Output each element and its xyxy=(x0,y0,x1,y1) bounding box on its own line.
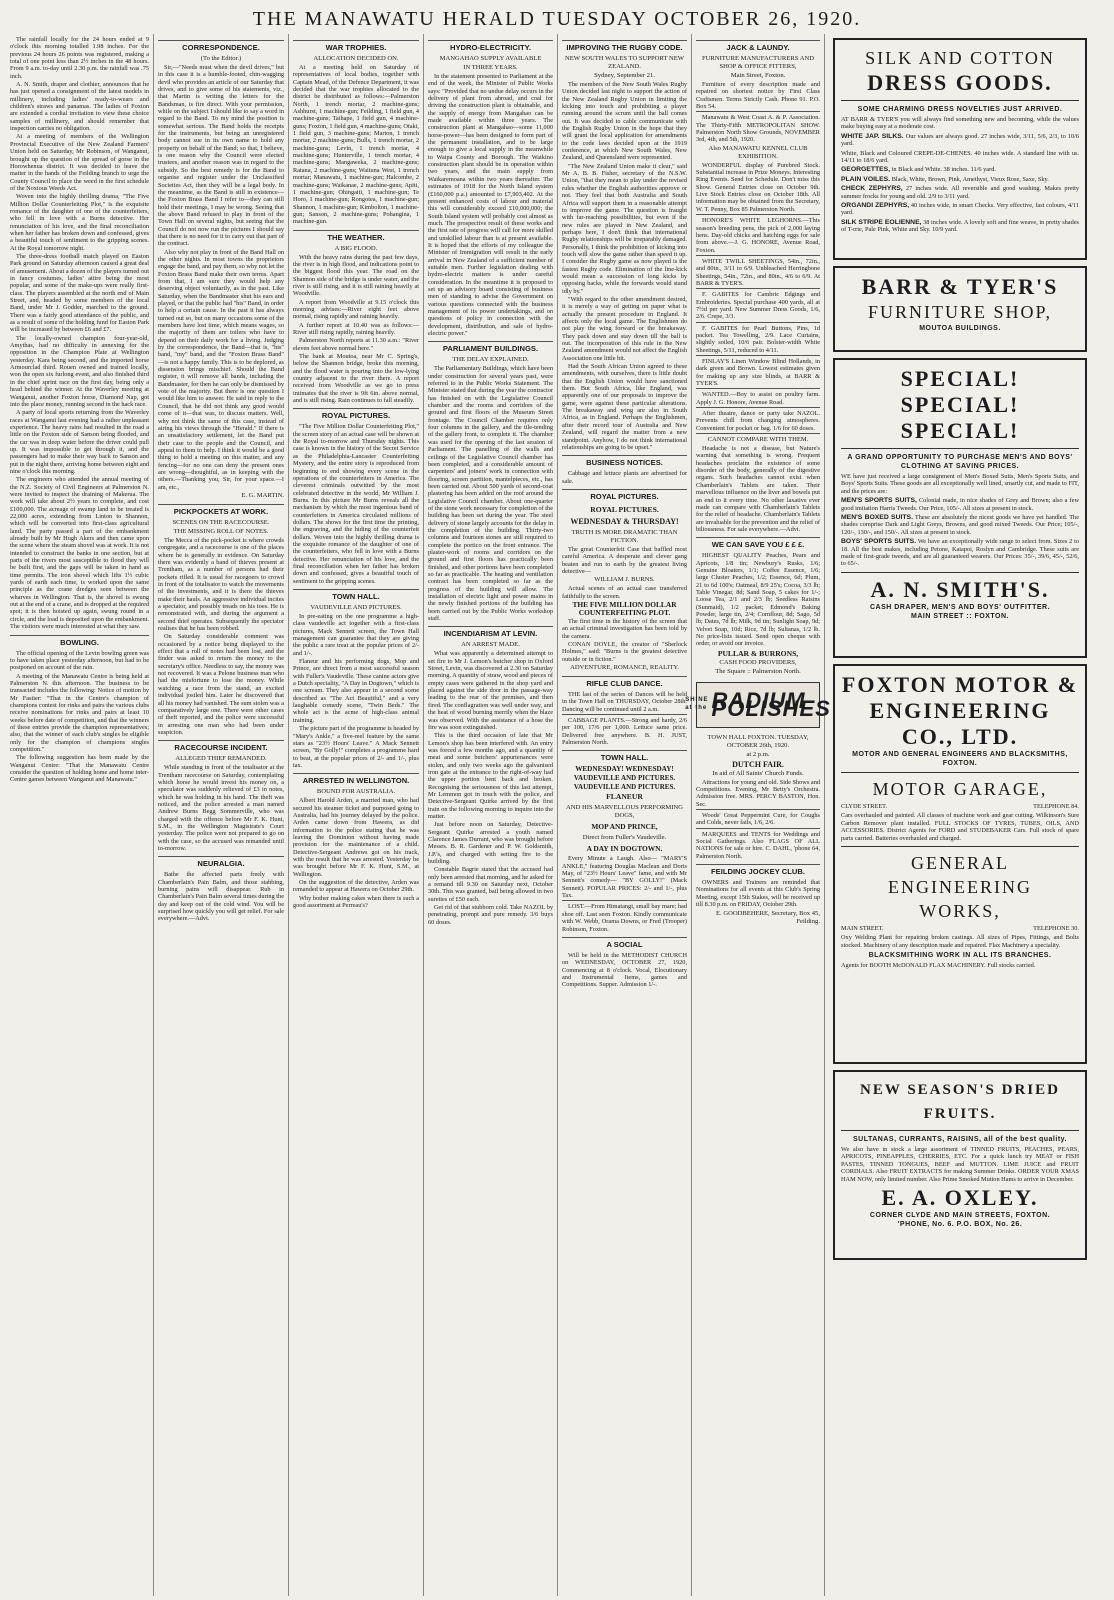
parliament-heading: PARLIAMENT BUILDINGS. xyxy=(428,341,553,354)
dutch-fair-heading: DUTCH FAIR. xyxy=(732,759,784,769)
paragraph: The first time in the history of the screen that an actual criminal investigation has been told by the camera. xyxy=(562,617,687,640)
rugby-heading: IMPROVING THE RUGBY CODE. xyxy=(562,40,687,53)
column-4 xyxy=(424,34,558,1596)
radium-wordmark: RADIUM POLISHES xyxy=(711,688,831,721)
paragraph: The great Counterfeit Case that baffled most careful America. A desperate and clever gang beaten and run to earth by the greatest living detective— xyxy=(562,545,687,575)
paragraph: FINLAY'S Linen Window Blind Hollands, in dark green and Brown. Lowest estimates given for making up any size blinds, at BARR & TYER'S. xyxy=(696,355,820,387)
pullar-sub: CASH FOOD PROVIDERS, xyxy=(719,658,797,666)
jack-laundy-heading: JACK & LAUNDY. xyxy=(696,40,820,53)
column-5 xyxy=(558,34,692,1596)
paragraph: HIGHEST QUALITY Peaches, Pears and Apricots, 1/8 tin; Newbury's Rusks, 1/6; Genuine Bloaters, 1/1; Coffee Essence, 1/6; large Cluster Peaches, 1/2; Essence, 6d; Plum, 21 to 6d 100's; Oatmeal, 8/9 25's; Cocoa, 3/3 lb; Table Vinegar, 8d; Sand Soap, 5 cakes for 1/-; Loose Tea, 2/1 and 2/3 lb; Seedless Raisins (Sunmaid), 1/2 packet; Edmond's Baking Powder, large tin, 2/4; Cornflour, 8d; Sago, 5d lb; Dates, 7d lb; Milk, 9d tin; Sunlight Soap, 9d; Velvet Soap, 10d; Rice, 7d lb; Sultanas, 1/2 lb. No price-lists issued. Send open cheque with order, or avoid our invoice. xyxy=(696,552,820,648)
divider xyxy=(841,572,1079,573)
paragraph: "With regard to the other amendment desired, it is merely a way of getting on paper what is actually the present procedure in England. It affects only the local game. The Englishmen do not play the wing forward or the breakaway. They pack down and stay down till the ball is out. The incorporation of this rule in the New Zealand amendment would not affect the English Association one little bit. xyxy=(562,295,687,362)
paragraph: Furniture of every description made and repaired on shortest notice by First Class Craftsmen. Terms Strictly Cash. Phone 91. P.O. Box 54. xyxy=(696,81,820,111)
ad-title: WORKS, xyxy=(919,901,1001,922)
item-text: These are absolutely the nicest goods we have yet handled. The shades comprise Dark and Light Greys, Browns, and good mixed Tweeds. Our Price; 105/-, 120/-, 130/-, and 150/-. All sizes at present in stock. xyxy=(841,514,1079,536)
subheading: MANGAHAO SUPPLY AVAILABLE xyxy=(439,55,542,62)
ad-title: NEW SEASON'S DRIED FRUITS. xyxy=(860,1082,1060,1122)
paragraph: The Parliamentary Buildings, which have been under construction for several years past, were referred to in the Public Works Statement. The Minister stated that during the year the contractor has finished on with the Legislative Council chamber and the rooms and corridors of the ground and first floors of the Museum Street frontage. The Council Chamber requires only four columns in the gallery, and the tile-tending of the gallery front, to complete it. The chamber was used for the opening of the last session of Parliament. The panelling of the walls and ceilings of the Legislative Council chamber has been completed, and a considerable amount of carpenters' and joiners' work in connection with flooring, screen partition, mantelpieces, etc., has been carried out. About 500 yards of second-coat plastering has been added on the roof around the Legislative Council chamber. About one-quarter of the stone work necessary for completion of the building has been set during the year. The steel delivery of stone largely accounts for the delay in the completion of the building. Thirty-two columns and fourteen stones are still required to complete the portico on the front entrance. The plaster-work of rooms and corridors on the ground and first floors has practically been finished, and other portions have been completed so far as practicable. The heating and ventilation contract has been completed so far as the progress of the building will allow. The installation of electric light and power mains in the newly finished portions of the building has been carried out by the Public Works workshop staff. xyxy=(428,365,553,623)
fair-time: at 2 p.m. xyxy=(746,750,770,758)
subheading: AN ARREST MADE. xyxy=(461,641,520,649)
paragraph: Headache is not a disease, but Nature's warning that something is wrong. Frequent headaches proclaim the existence of some disorder of the body, generally of the digestive organs. Such headaches cannot exist when Chamberlain's Tablets are taken. Their marvellous influence on the liver and bowels put an end to it every time. No other laxative ever made can compare with Chamberlain's Tablets for the relief of headache. Chamberlain's Tablets are invaluable for the prevention and the relief of biliousness. For sale everywhere.—Advt. xyxy=(696,445,820,533)
item-text: We have an exceptionally wide range to select from. Sizes 2 to 18. All the best makes, including Petone, Kaiapoi, Roslyn and Cambridge. These suits are made of first-grade tweeds, and are all guaranteed wearers. Our Prices: 35/-, 39/6, 45/-, 52/6, to 65/-. xyxy=(841,538,1079,568)
subheading: ALLOCATION DECIDED ON. xyxy=(313,55,399,62)
bowling-heading: BOWLING. xyxy=(10,635,149,648)
pickpockets-heading: PICKPOCKETS AT WORK. xyxy=(158,504,284,517)
item-text: 40 inches wide, in smart Checks. Very effective, fast colours, 4/11 yard. xyxy=(841,202,1079,217)
paragraph: At a meeting of members of the Wellington Provincial Executive of the New Zealand Farmers' Union held on Saturday, Mr Robinson, of Wanganui, brought up the question of the spread of gorse in the Horowhenua district. It was decided to leave the matter in the hands of the Feilding branch to urge the County Council to place the weed in the first schedule of the Noxious Weeds Act. xyxy=(10,133,149,192)
ad-item xyxy=(841,150,1079,165)
ad-caption: SULTANAS, CURRANTS, RAISINS, all of the best quality. xyxy=(853,1136,1067,1143)
telephone: TELEPHONE 30. xyxy=(1033,925,1079,933)
paragraph: Manawatu & West Coast A. & P. Association. The Thirty-Fifth METROPOLITAN SHOW. Palmerston North Show Grounds, NOVEMBER 3rd, 4th, and 5th, 1920. xyxy=(696,111,820,143)
subheading: THE MISSING ROLL OF NOTES. xyxy=(173,527,269,535)
jockey-club-heading: FEILDING JOCKEY CLUB. xyxy=(696,864,820,877)
royal-feature-1: THE FIVE MILLION DOLLAR xyxy=(572,599,677,609)
ad-title: GENERAL ENGINEERING xyxy=(888,853,1032,898)
paragraph: At a meeting held on Saturday of representatives of local bodies, together with Captain Mead, of the Defence Department, it was decided that the war trophies allocated to the district be distributed as follows:—Palmerston North, 1 trench mortar, 2 machine-guns; Ashhurst, 1 machine-gun; Feilding, 1 field gun, 4 machine-guns; Taihape, 1 field gun, 4 machine-guns; Foxton, 1 field gun, 4 machine-guns; Otaki, 1 field gun, 3 machine-guns; Marton, 1 trench mortar, 2 machine-guns; Bulls, 1 trench mortar, 2 machine-guns; Levin, 1 trench mortar, 4 machine-guns; Hunterville, 1 trench mortar, 4 machine-guns; Mangaweka, 2 machine-guns; Ratana, 2 machine-guns; Waituna West, 1 trench mortar; Manawatu, 1 machine-gun; Halcombe, 2 machine-guns; Waikanae, 2 machine-guns; Apiti, 1 machine-gun; Ohingaiti, 1 machine-gun; Te Horo, 1 machine-gun; Rongotea, 1 machine-gun; Shannon, 1 machine-gun; Kimbolton, 1 machine-gun; Sanson, 2 machine-guns; Pohangina, 1 machine-gun. xyxy=(293,64,419,226)
ad-caption: MOUTOA BUILDINGS. xyxy=(919,325,1001,332)
rifle-heading: RIFLE CLUB DANCE. xyxy=(562,676,687,689)
subheading: BOUND FOR AUSTRALIA. xyxy=(316,788,396,796)
paragraph: What was apparently a determined attempt to set fire to Mr J. Lemon's butcher shop in Oxford Street, Levin, was discovered at 2.30 on Saturday morning. A quantity of straw, wood and pieces of empty cases were gathered in the shop yard and placed against the side door in the passage-way leading to the rear of the premises, and then fired. The conflagration was well under way, and the heat of wood burning merrily when the blaze was observed. With the assistance of a hose the fire was soon extinguished. xyxy=(428,650,553,731)
ad-caption: MAIN STREET :: FOXTON. xyxy=(911,612,1009,620)
item-text: White, Black and Coloured CREPE-DE-CHENES. 40 inches wide. A standard line with us. 14/11 to 18/6 yard. xyxy=(841,149,1079,165)
divider xyxy=(841,100,1079,101)
barr-tyers-furniture-ad xyxy=(833,266,1087,352)
ad-title: DRESS GOODS. xyxy=(867,70,1053,95)
fair-head: TOWN HALL FOXTON. TUESDAY, OCTOBER 26th, 1920. xyxy=(707,733,809,749)
town-dogs: AND HIS MARVELLOUS PERFORMING DOGS, xyxy=(566,804,683,820)
ad-title: CO., LTD. xyxy=(901,724,1019,749)
subheading: VAUDEVILLE AND PICTURES. xyxy=(310,604,402,611)
correspondence-heading: CORRESPONDENCE. xyxy=(158,40,284,53)
ad-title: SPECIAL! xyxy=(900,366,1020,391)
paragraph: Woods' Great Peppermint Cure, for Coughs and Colds, never fails, 1/6, 2/6. xyxy=(696,809,820,827)
royal-name: WILLIAM J. BURNS. xyxy=(594,576,655,584)
ad-caption: CORNER CLYDE AND MAIN STREETS, FOXTON. xyxy=(869,1212,1051,1220)
paragraph: WANTED.—Boy to assist on poultry farm. Apply J. G. Honore, Avenue Road. xyxy=(696,388,820,406)
paragraph: Sir,—"Needs must when the devil drives," but in this case it is a humble-footed, chin-wagging devil who provides an article of our Saturday that drives, and to give some of his statements, viz., that Martin is writing the letters for the Bandsman, is fire direct. With your permission, while on the subject I should like to say a word in regard to the Band. To my mind the position is somewhat serious. The Band holds the receipts for the instruments, but being an unregistered body cannot sue in its own name to hold any property on behalf of the Band; so that, I believe, is one reason why the Council were elected trustees, and another reason was in regard to the subsidy. So the best remedy is for the Band to organise and register under the Unclassified Societies Act, then they will be a legal body. In the meantime, as the Band is still in existence—the Foxton Brass Band I refer to—they can still hold their meetings, I may be wrong. Seeing that the above Band refused to play in front of the Town Hall on several nights, but seeing that the Council do not now run the pictures I should say that there is no need for it to carry out that part of the contract. xyxy=(158,64,284,248)
item-name: WHITE JAP. SILKS. xyxy=(841,132,904,140)
dateline: Sydney, September 21. xyxy=(594,72,655,79)
ad-title: BARR & TYER'S xyxy=(861,274,1059,299)
paragraph: With the heavy rains during the past few days, the river is in high flood, and indications point to the biggest flood this year. The road on the Shannon side of the bridge is under water, and the river is still rising, and it is still raining heavily at Woodville. xyxy=(293,253,420,298)
paragraph: A further report at 10.40 was as follows:—River still rising rapidly, raining heavily. xyxy=(293,321,419,336)
ad-item xyxy=(841,166,1079,173)
ad-caption: BLACKSMITHING WORK IN ALL ITS BRANCHES. xyxy=(868,952,1052,960)
ad-intro: WE have just received a large consignment of Men's Boxed Suits, Men's Sports Suits, and Boys' Sports Suits. These goods are all exceptionally well lined, smartly cut, and made to FIT, and the prices are: xyxy=(841,473,1079,495)
ad-item xyxy=(841,219,1079,234)
special-clothing-ad xyxy=(833,358,1087,658)
subheading: NEW SOUTH WALES TO SUPPORT NEW ZEALAND. xyxy=(565,55,684,70)
divider xyxy=(841,448,1079,449)
foxton-motor-ad xyxy=(833,664,1087,1064)
paragraph: Just before noon on Saturday, Detective-Sergeant Quirke arrested a youth named Clarence James Durrant, who was brought before Messrs. B. R. Gardener and P. W. Goldsmith, J.P.'s, and charged with setting fire to the building. xyxy=(428,821,553,866)
ad-title: SILK AND COTTON xyxy=(865,48,1055,68)
columns xyxy=(6,34,1108,1596)
paragraph: Flaneur and his performing dogs, Mop and Prince, are direct from a most successful season with Fuller's Vaudeville. These canine actors give a Dutch speciality, "A Day in Dogtown," which is one scream. They also appear in a second scene described as "The Act Beautiful," and a very laughable comedy scene, "Twin Beds." The whole act is the acme of high-class animal training. xyxy=(293,658,419,724)
paragraph: A party of local sports returning from the Waverley races at Wanganui last evening had a rather unpleasant experience. The heavy rains had resulted in the road a little on the Foxton side of Sanson being flooded, and the car was in deep water before the driver could pull up. It was impossible to get through it, and the passengers had to make their way back to Sanson and put in the night there, arriving home between eight and nine o'clock this morning. xyxy=(10,409,149,475)
paragraph: Attractions for young and old. Side Shows and Competitions. Evening, Mr Betty's Orchestra. Admission free. MRS. PERCY BASTON, Hon. Sec. xyxy=(696,778,820,808)
ad-item xyxy=(841,202,1079,217)
business-heading: BUSINESS NOTICES. xyxy=(562,455,687,468)
item-text: Colonial made, in nice shades of Grey and Brown; also a few good imitation Harris Tweeds. Our Price, 105/-. All sizes at present in stock. xyxy=(841,497,1079,512)
subheading: ALLEGED THIEF REMANDED. xyxy=(175,755,267,763)
ad-body: We also have in stock a large assortment of TINNED FRUITS, PEACHES, PEARS, APRICOTS, PINEAPPLES, CHERRIES, ETC. For a quick lunch try MEAT or FISH PASTES, TINNED TONGUES, BEEF and MUTTON. LIME JUICE and FRUIT CORDIALS. Also FRUIT EXTRACTS for making Summer Drinks. ORDER YOUR XMAS HAM NOW, only limited number. Also Prime Smoked Mutton Hams to arrive in December. xyxy=(841,1146,1079,1183)
cannot-compare: CANNOT COMPARE WITH THEM. xyxy=(696,433,820,444)
save-heading: WE CAN SAVE YOU £ £ £. xyxy=(696,537,820,550)
radium-tag: SHINE at the xyxy=(685,697,709,711)
ad-body: Agents for BOOTH McDONALD FLAX MACHINERY. Full stocks carried. xyxy=(841,962,1036,970)
town-mop: MOP AND PRINCE, xyxy=(591,822,658,832)
dried-fruits-ad xyxy=(833,1070,1087,1260)
arrested-heading: ARRESTED IN WELLINGTON. xyxy=(293,773,419,786)
masthead-title: THE MANAWATU HERALD TUESDAY OCTOBER 26, 1920. xyxy=(252,8,862,30)
ad-row xyxy=(841,803,1079,810)
fair-sub: In aid of All Saints' Church Funds. xyxy=(712,769,804,777)
column-6 xyxy=(685,34,831,1596)
paragraph: After theatre, dance or party take NAZOL. Prevents chill from changing atmospheres. Convenient for pocket or bag. 1/6 for 60 doses. xyxy=(696,407,820,432)
town-direct: Direct from Fuller's Vaudeville. xyxy=(582,834,667,842)
paragraph: On Saturday considerable comment was occasioned by a notice being displayed to the effect that a roll of notes had been lost, and the finder was asked to return the money to the secretary's office. Needless to say, the money was not recovered. It was a Pelone business man who had the misfortune to lose the money. While watching a race from the stand, an excited individual jostled him. Later he discovered that all his money had vanished. The sum stolen was a comparatively large one. There were other cases of theft reported, and the police were successful in arresting one man who had been under suspicion. xyxy=(158,633,284,736)
subheading: THE DELAY EXPLAINED. xyxy=(452,356,529,364)
royal-pictures-heading: ROYAL PICTURES. xyxy=(293,408,419,421)
ad-item xyxy=(841,185,1079,200)
paragraph: The picture part of the programme is headed by "Mary's Ankle," a five-reel feature by the same stars as "23½ Hours' Leave." A Mack Sennett screen, "By Golly!" completes a programme hard to beat, at the popular prices of 2/- and 1/-, plus tax. xyxy=(293,725,419,769)
racecourse-heading: RACECOURSE INCIDENT. xyxy=(158,740,284,753)
ad-caption: SOME CHARMING DRESS NOVELTIES JUST ARRIVED. xyxy=(857,106,1063,113)
item-name: CHECK ZEPHYRS, xyxy=(841,185,903,193)
item-name: MEN'S BOXED SUITS. xyxy=(841,514,913,522)
item-name: PLAIN VOILES. xyxy=(841,175,891,183)
hydro-heading: HYDRO-ELECTRICITY. xyxy=(428,40,553,53)
item-text: in Black and White. 38 inches. 11/6 yard. xyxy=(891,166,996,174)
neuralgia-heading: NEURALGIA. xyxy=(158,856,284,869)
ad-title: MOTOR GARAGE, xyxy=(872,779,1048,799)
advertisement-column xyxy=(825,34,1095,1596)
paragraph: WONDERFUL display of Purebred Stock. Substantial increase in Prize Moneys. Interesting Ring Events. Send for Schedule. Don't miss this Show. General Entries close on October 9th. Live Stock Entries close on October 18th. All information may be obtained from the Secretary, W. T. Penny, Box 85 Palmerston North. xyxy=(696,161,820,213)
war-trophies-heading: WAR TROPHIES. xyxy=(293,40,419,53)
column-1 xyxy=(6,34,154,1596)
paragraph: CONAN DOYLE, the creator of "Sherlock Holmes," said: "Burns is the greatest detective outside or in fiction." xyxy=(562,640,687,663)
paragraph: A meeting of the Manawatu Centre is being held at Palmerston N. this afternoon. The business to be transacted includes the following: Notice of motion by Mr Fastier: "That in the Centre's champion of champions contest for rinks and pairs the various clubs receive nominations for rinks and pairs at least 10 weeks before date of competition, and that the winners of these entries provide the champion representatives; also, that the winner of each club's singles be eligible only for the champion of champions singles competition." xyxy=(10,672,149,753)
jockey-signature: E. GOODBEHERE, Secretary, Box 45, Feilding. xyxy=(716,909,820,925)
paragraph: OWNERS and Trainers are reminded that Nominations for all events at this Club's Spring Meeting, except 15th Stakes, will be received up till 8.30 p.m. on FRIDAY, October 29th. xyxy=(696,879,820,909)
paragraph: HONORE'S WHITE LEGHORNS.—This season's breeding pens, the pick of 2,000 laying hens. Day-old chicks and hatching eggs for sale from above.—J. G. HONORE, Avenue Road, Foxton. xyxy=(696,214,820,254)
ad-caption: MOTOR AND GENERAL ENGINEERS AND BLACKSMITHS, FOXTON. xyxy=(852,751,1068,767)
subheading: IN THREE YEARS. xyxy=(463,64,518,71)
social-heading: A SOCIAL xyxy=(562,937,687,950)
paragraph: The engineers who attended the annual meeting of the N.Z. Society of Civil Engineers at Palmerston N. were invited to inspect the draining of Makerua. The work will take about 2½ years to complete, and cost £100,000. The acreage of swamp land to be treated is 22,000 acres, extending from Linton to Shannon, which will be converted into first-class agricultural land. The party passed a part of the embankment already built by Mr Hugh Akers and then came upon the scene where the steam shovel was at work. It is not intended to construct the banks in one section, but at parts of the rivers most susceptible to flood they will be built first, and the gaps will be taken in hand as time permits. The iron shovel which lifts 1½ cubic yards of earth each time, is worked upon the same principle as the crane dredges seen between the wharves in Wellington. That is, the shovel is swung out at the end of a crane, and is dropped at the required spot; it is then hoisted up again, swung round in a circle, and the load is deposited upon the embankment. The visitors were much interested at what they saw. xyxy=(10,476,149,631)
paragraph: Get rid of that stubborn cold. Take NAZOL by penetrating, prompt and pure remedy. 3/6 buys 60 doses. xyxy=(428,904,553,926)
ad-caption: A GRAND OPPORTUNITY TO PURCHASE MEN'S AND BOYS' CLOTHING AT SAVING PRICES. xyxy=(847,454,1073,470)
paragraph: Why bother making cakes when there is such a good assortment at Perreau's? xyxy=(293,894,419,910)
pullar-name: PULLAR & BURRONS, xyxy=(717,648,799,658)
item-name: GEORGETTES, xyxy=(841,166,891,174)
ad-item xyxy=(841,176,1079,183)
ad-item xyxy=(841,538,1079,568)
subheading: FURNITURE MANUFACTURERS AND SHOP & OFFICE FITTERS, xyxy=(702,55,814,70)
paragraph: The Mecca of the pick-pocket is where crowds congregate, and a racecourse is one of the places where he is generally in evidence. On Saturday there was evidently a band of thieves present at Trentham, as a number of persons had their pockets rifled. It is usual for racegoers to crowd in front of the totalisator to watch the movements of the investments, and it is there the thieves make their hauls. An aggressive individual incites a spectator, and possibly treads on his toes. He is remonstrated with, and during the argument a second thief operates. Subsequently the spectator realises that he has been robbed. xyxy=(158,536,284,633)
paragraph: Constable Bagrie stated that the accused had only been arrested that morning, and he asked for a remand till 9.30 on Saturday next, October 30th. This was granted, bail being allowed in two sureties of £50 each. xyxy=(428,866,553,903)
town-vaude-2: VAUDEVILLE AND PICTURES. xyxy=(573,782,676,791)
paragraph: On the suggestion of the detective, Arden was remanded to appear at Hawera on October 29th. xyxy=(293,879,419,894)
ad-row xyxy=(841,925,1079,932)
royal-feature-2: COUNTERFEITING PLOT. xyxy=(578,608,671,618)
paragraph: The official opening of the Levin bowling green was to have taken place yesterday afternoon, but had to be postponed on account of the rain. xyxy=(10,649,149,672)
divider xyxy=(841,1130,1079,1131)
column-2 xyxy=(154,34,289,1596)
royal-tagline: TRUTH IS MORE DRAMATIC THAN FICTION. xyxy=(571,528,678,544)
item-name: BOYS' SPORTS SUITS. xyxy=(841,538,917,546)
paragraph: Palmerston North reports at 11.30 a.m.: "River eleven feet above normal here." xyxy=(293,337,419,352)
town-days: WEDNESDAY! WEDNESDAY! xyxy=(575,765,674,774)
ad-title: FOXTON MOTOR & xyxy=(841,672,1079,697)
paragraph: F. GABITES for Pearl Buttons, Pins, 1d packet. Tea Towelling, 2/9. Lace Curtains, slightly soiled, 10/6 pair. Bolster-width White Sheetings, 5/11, reduced to 4/11. xyxy=(696,322,820,354)
item-name: ORGANDI ZEPHYRS, xyxy=(841,202,910,210)
ad-item xyxy=(841,514,1079,536)
royal-ad-heading-2: ROYAL PICTURES. xyxy=(590,504,659,514)
masthead xyxy=(0,0,1114,34)
paragraph: MARQUEES and TENTS for Weddings and Social Gatherings. Also FLAGS OF ALL NATIONS for sale or hire. C. DAHL, 'phone 64, Palmerston North. xyxy=(696,828,820,860)
paragraph: The rainfall locally for the 24 hours ended at 9 o'clock this morning totalled 1.98 inches. For the previous 24 hours 26 points was registered, making a total of one point less than 2½ inches in the 48 hours. From 9 a.m. to-day until 2.30 p.m. the rainfall was .75 inch. xyxy=(10,36,149,80)
paragraph: Also why not play in front of the Band Hall on the other nights. In most towns the proprietors engage the band, and pay them, so why not let the Foxton Brass Band make their own terms. Apart from that, I am sure they would help any deserving object voluntarily, as in the past. Like Saturday, when the Bandmaster shut his ears and played, or that the public had "his" Band, in order to help a certain cause. In the past it has always turned out so, but on many occasions some of the members have lost time, which means wages, so the majority of them are toilers who have to depend on their daily work for a living. Judging by the correspondence, the Band—that is, "his" band, "my" band, and the "Foxton Brass Band" —is not a happy family. This is to be deplored, as dissension brings mischief. Should the Band register, it will remove all bands, including the Bandmaster, for then he can only be dismissed by vote of the majority. But there is one question I would like him to answer. He said in reply to the Council, that he did not think any good would come of it—that was, to discuss matters. Well, why not think the same of this case, instead of airing his views through the "Herald." If there is an unsatisfactory settlement, let the Band put their case to the people and the Council, and appeal to them to help. I think it would be a good thing to hold a meeting on this matter, and any fencing—for no one can deny the present ones are wrong—thoughtful, as in keeping with the others.—Thanking you, Sir, for your space.—I am, etc., xyxy=(158,248,284,491)
ad-body: Oxy Welding Plant for repairing broken castings. All sizes of Pipes, Fittings, and Bolts stocked. Machinery of any description made and repaired. Flax Machinery a speciality. xyxy=(841,934,1079,949)
paragraph: A. N. Smith, draper and clothier, announces that he has just opened a consignment of the latest models in millinery, including ladies' ready-to-wears and children's straws and panamas. The ladies of Foxton are extended a cordial invitation to view these choice samples of millinery, and should remember that inspection carries no obligation. xyxy=(10,81,149,133)
paragraph: Bathe the affected parts freely with Chamberlain's Pain Balm, and those stabbing, burning pains will disappear. Rub in Chamberlain's Pain Balm several times during the day and keep out of the cold wind. You will be surprised how quickly you will get relief. For sale everywhere.—Advt. xyxy=(158,871,284,923)
paragraph: In pre-eating on the one programme a high-class vaudeville act together with a first-class pictures, Mack Sennett screen, the Town Hall management can guarantee that they are giving the public a rare treat at the popular prices of 2/- and 1/-. xyxy=(293,613,419,657)
ad-title: E. A. OXLEY. xyxy=(881,1185,1039,1211)
address: Main Street, Foxton. xyxy=(730,72,786,79)
item-text: 38 inches wide. A lovely soft and fine weave, in pretty shades of T-rrie, Pale Pink, White and Sky. 10/9 yard. xyxy=(841,218,1079,234)
item-name: SILK STRIPE EOLIENNE, xyxy=(841,218,922,226)
paragraph: Woven into the highly thrilling drama, "The Five Million Dollar Counterfeiting Plot," is the exquisite romance of the daughter of one of the counterfeiters, who fell in love with a Burns detective. Her renunciation of his love, and the final reconciliation when her father has broken down and confessed, gives a beautiful touch of sentiment to the gripping scenes. At the Royal tomorrow night. xyxy=(10,193,149,252)
royal-ad-heading: ROYAL PICTURES. xyxy=(562,489,687,502)
ad-caption: 'PHONE, No. 6. P.O. BOX, No. 26. xyxy=(897,1221,1023,1229)
telephone: TELEPHONE 84. xyxy=(1033,803,1079,810)
ad-title: ENGINEERING xyxy=(869,698,1051,723)
paragraph: THE last of the series of Dances will be held in the Town Hall on THURSDAY, October 28th. Dancing will be continued until 2 a.m. xyxy=(562,691,687,713)
ad-intro: AT BARR & TYER'S you will always find something new and becoming, while the values make buying easy at a moderate cost. xyxy=(841,116,1079,131)
item-text: 27 inches wide. All reversible and good washing. Makes pretty summer frocks for young and old. 2/9 to 3/11 yard. xyxy=(841,185,1080,200)
town-hall-ad-heading: TOWN HALL. xyxy=(562,750,687,763)
ad-item xyxy=(841,497,1079,512)
paragraph: "The New Zealand Union make it clear," said Mr A. B. B. Fisher, secretary of the N.S.W. Union, "that they mean to play under the revised rules whether the English authorities approve or not. They feel that both Australia and South Africa will support them in a reasonable attempt to improve the game. The question is fraught with far-reaching possibilities, but even if the new rules are played in New Zealand, and perhaps here, I don't think that international Rugby relationships will be irreparably damaged. Personally, I think the prohibition of kicking into touch will slow the game rather than speed it up. I consider the Rugby game as now played is the fastest Rugby code. Elimination of the line-kick would mean a succession of long kicks by opposing backs, while the forwards would stand idly by." xyxy=(562,162,687,295)
correspondence-sub: (To the Editor.) xyxy=(200,55,242,62)
royal-days: WEDNESDAY & THURSDAY! xyxy=(570,516,679,526)
divider xyxy=(841,772,1079,773)
paragraph: The bank at Moutoa, near Mr C. Spring's, below the Shannon bridge, broke this morning, and the flood water is pouring into the low-lying country adjacent to the river there. A report received from Woodville as we go to press intimates that the river is 9ft 6in. above normal, and is still rising. Rain continues to fall steadily. xyxy=(293,353,419,405)
paragraph: While standing in front of the totalisator at the Trentham racecourse on Saturday, contemplating which horse he would invest his money on, a speculator was suddenly relieved of £3 in notes, which he was holding in his hand. The theft was noticed, and the police arrested a man named Andrew Burns Begg Sommerville, who was charged with the offence before Mr F. K. Hunt, S.M., in the Wellington Magistrate's Court yesterday. The police were not prepared to go on with the case, so the accused was remanded until to-morrow. xyxy=(158,764,284,852)
paragraph: The following suggestion has been made by the Wanganui Centre: "That the Manawatu Centre consider the question of holding home and home inter-Centre games between Wanganui and Manawatu." xyxy=(10,754,149,784)
kennel: Also MANAWATU KENNEL CLUB EXHIBITION. xyxy=(708,144,808,160)
subheading: A BIG FLOOD. xyxy=(334,244,378,252)
address: CLYDE STREET. xyxy=(841,803,888,810)
silk-cotton-ad xyxy=(833,38,1087,260)
radium-polishes-logo xyxy=(685,682,831,728)
paragraph: "The Five Million Dollar Counterfeiting Plot," the screen story of an actual case will be shown at the Royal to-morrow and Thursday nights. This case is known in the history of the Secret Service as the Philadelphia-Lancaster Counterfeiting Mystery, and the entire story is reproduced from beginning to end showing every scene in the operations of the counterfeiters in America. The cleverest criminals outwitted by the most celebrated detective in the world, Mr William J. Burns. In this picture Mr Burns reveals all the mechanism by which the most ingenious band of counterfeiters in America circulated millions of dollars. The shows for the first time the printing, the engraving, and the hiding of the counterfeit dollars. Woven into the highly thrilling drama is the exquisite romance of the daughter of one of the counterfeiters, who fell in love with a Burns detective. Her renunciation of his love, and the final reconciliation when her father has broken down and confessed, gives a beautiful touch of sentiment to the gripping scenes. xyxy=(293,423,419,585)
paragraph: The locally-owned champion four-year-old, Amythas, had no difficulty in annexing for the opposition in the Champion Plate at Wellington yesterday. Kara being second, and the imported horse Armourclad third. Rouen owned and trained locally, won the open six furlong event, and also finished third in the chief sprint race on the first day, being only a head behind the winner. At the Waverley meeting at Wanganui, another Foxton horse, Diamond Nap, got into the place money, running second in the hack race. xyxy=(10,334,149,408)
paragraph: CABBAGE PLANTS.—Strong and hardy, 2/6 per 100, 17/6 per 1,000. Lettuce same price. Delivered free anywhere. B. H. JUST, Palmerston North. xyxy=(562,714,687,746)
town-hall-heading: TOWN HALL. xyxy=(293,589,419,602)
paragraph: The members of the New South Wales Rugby Union decided last night to support the action of the New Zealand Rugby Union in limiting the kicking into touch and prohibiting a player running around the scrum until the ball comes out. It was decided to cable communicate with the English Rugby Union in the hope that they will grant the local application for amendments to the code laws decided upon at the 1919 conference, at which New South Wales, New Zealand, and Queensland were represented. xyxy=(562,81,687,162)
paragraph: Actual scenes of an actual case transferred faithfully to the screen. xyxy=(562,585,687,600)
town-dogtown: A DAY IN DOGTOWN. xyxy=(586,844,663,854)
paragraph: Had the South African Union agreed to these amendments, with ourselves, there is little doubt that the English Union would have sanctioned them. But South Africa, like England, was apparently one of our proposals to improve the game, were against these particular alterations. The breakaway and wing are also in South Africa, as in England. Perhaps the Englishmen, after their record tour of Australia and New Zealand, will regard the matter from a new standpoint. Anyhow, I do not think international relationships are going to be upset." xyxy=(562,363,687,451)
address: MAIN STREET. xyxy=(841,925,884,933)
item-text: Black, White, Brown, Pink, Amethyst, Vieux Rose, Saxe, Sky. xyxy=(891,175,1049,183)
ad-title: FURNITURE SHOP, xyxy=(867,302,1053,322)
paragraph: LOST.—From Himatangi, small bay mare; had shoe off. Last seen Foxton. Kindly communicate with W. Webb, Orama Downs, or Fred (Trooper) Robinson, Foxton. xyxy=(562,900,687,932)
paragraph: F. GABITES for Cambric Edgings and Embroideries. Special purchase 400 yards, all at 7½d per yard. New Summer Dress Goods, 1/6, 2/6. Crepe, 3/3. xyxy=(696,288,820,320)
paragraph: The three-dress football match played on Easton Park ground on Saturday afternoon caused a great deal of amusement. About a dozen of the players turned out in fancy costumes, ladies' attire being the most popular, and some of the make-ups were really first-class. The players assembled at the north end of Main Street, and, headed by some members of the local Band, under Mr J. Godder, marched to the ground. There was a fairly good attendance of the public, and as a result of some of the holding fund for Easton Park will be increased by between £6 and £7. xyxy=(10,252,149,334)
paragraph: Will be held in the METHODIST CHURCH on WEDNESDAY, OCTOBER 27, 1920, Commencing at 8 o'clock. Vocal, Elocutionary and Instrumental Items, games and Competitions. Supper. Admission 1/-. xyxy=(562,951,687,989)
paragraph: In the statement presented to Parliament at the end of the week, the Minister of Public Works says: "Provided that no undue delay occurs in the delivery of plant from abroad, and coal for driving the construction plant is obtainable, and the supply of energy from Mangahao can be made available within three years. The construction plant at Mangahao—some 11,000 horse-power—has been designed to form part of the permanent installation, and to be large enough to give a local supply in the meanwhile to Waipa County and Borough. The Waikino construction plant should be in operation within two years, and the main supply from Waikaremoana within two years thereafter. The estimates of 1918 for the North Island system (£160,000 p.a.) amounted to £7,903,402. At the present enhanced costs of labour and material this will considerably exceed £10,000,000; the South Island system will probably cost almost as much. The prospective result of these works and the first rate of progress will call for more skilled and unskilled labour than is at present available. It is hoped that the efforts of my colleague the Minister of Immigration will result in the early arrival in New Zealand of a sufficient number of suitable men. Further legislation dealing with hydro-electric matters is under careful consideration. In the meantime it is proposed to set up an advisory board consisting of business men of standing to advise the Government on various questions connected with the business management of its power undertakings, and on questions of policy in connection with the development, distribution, and sale of hydro-electric power." xyxy=(428,73,553,338)
royal-tail: ADVENTURE, ROMANCE, REALITY. xyxy=(570,664,679,671)
town-vaude-1: VAUDEVILLE AND PICTURES. xyxy=(573,774,676,783)
item-name: MEN'S SPORTS SUITS, xyxy=(841,497,917,505)
ad-caption: CASH DRAPER, MEN'S AND BOYS' OUTFITTER. xyxy=(869,603,1051,611)
paragraph: Every Minute a Laugh. Also— "MARY'S ANKLE," featuring Douglas Maclean and Doris May, of "23½ Hours' Leave" fame, and with Mr Sennett's comedy— "BY GOLLY!" (Mack Sennett). POPULAR PRICES: 2/- and 1/-, plus Tax. xyxy=(562,855,687,900)
incendiarism-heading: INCENDIARISM AT LEVIN. xyxy=(428,626,553,639)
ad-title: SPECIAL! SPECIAL! xyxy=(900,392,1020,443)
item-text: Our values are always good. 27 inches wide, 3/11, 5/6, 2/3, to 10/6 yard. xyxy=(841,132,1080,148)
weather-heading: THE WEATHER. xyxy=(293,230,419,243)
column-3 xyxy=(289,34,424,1596)
divider xyxy=(841,846,1079,847)
paragraph: A report from Woodville at 9.15 o'clock this morning advises:—River eight feet above normal, rising rapidly and raining heavily. xyxy=(293,298,419,321)
ad-title: A. N. SMITH'S. xyxy=(870,576,1050,602)
paragraph: This is the third occasion of late that Mr Lemon's shop has been interfered with. An entry was forced a few months ago, and a quantity of meat and some butchers' appurtenances were stolen, and only two weeks ago the galvanised iron gate at the entrance to the right-of-way had the upper portion bent back and broken. Recognising the seriousness of this last attempt, Mr Lemmon got in touch with the police, and Detective-Sergeant Quirke arrived by the first train on the following morning to inquire into the matter. xyxy=(428,732,553,820)
paragraph: WHITE TWILL SHEETINGS, 54in., 72in., and 80in., 3/11 to 6/9. Unbleached Herringbone Sheetings, 54in., 72in., and 80in., 4/6 to 6/9. At BARR & TYER'S. xyxy=(696,255,820,287)
signature: E. G. MARTIN. xyxy=(241,491,284,499)
ad-item xyxy=(841,133,1079,148)
paragraph: Cabbage and lettuce plants are advertised for sale. xyxy=(562,470,687,485)
paragraph: Albert Harold Arden, a married man, who had secured his steamer ticket and purposed going to Australia, had his journey delayed by the police. Arden came down from Hawera, as did information to the police stating that he was leaving the Dominion without having made provision for the maintenance of a child. Detective-Sergeant Andrews got on his track, with the result that he was arrested. Yesterday he was brought before Mr F. K. Hunt, S.M., at Wellington. xyxy=(293,797,419,878)
subheading: SCENES ON THE RACECOURSE. xyxy=(172,518,270,526)
town-flaneur: FLANEUR xyxy=(606,792,643,802)
ad-body: Cars overhauled and painted. All classes of machine work and gear cutting. Wilkinson's Sure Carbon Remover plant installed. FULL STOCKS OF TYRES, TUBES, OILS, AND ACCESSORIES. District Agents for FORD and STUDEBAKER Cars. Full stock of spare parts carried. Batteries overhauled and charged. xyxy=(841,812,1079,842)
pullar-address: The Square :: Palmerston North. xyxy=(715,667,801,675)
